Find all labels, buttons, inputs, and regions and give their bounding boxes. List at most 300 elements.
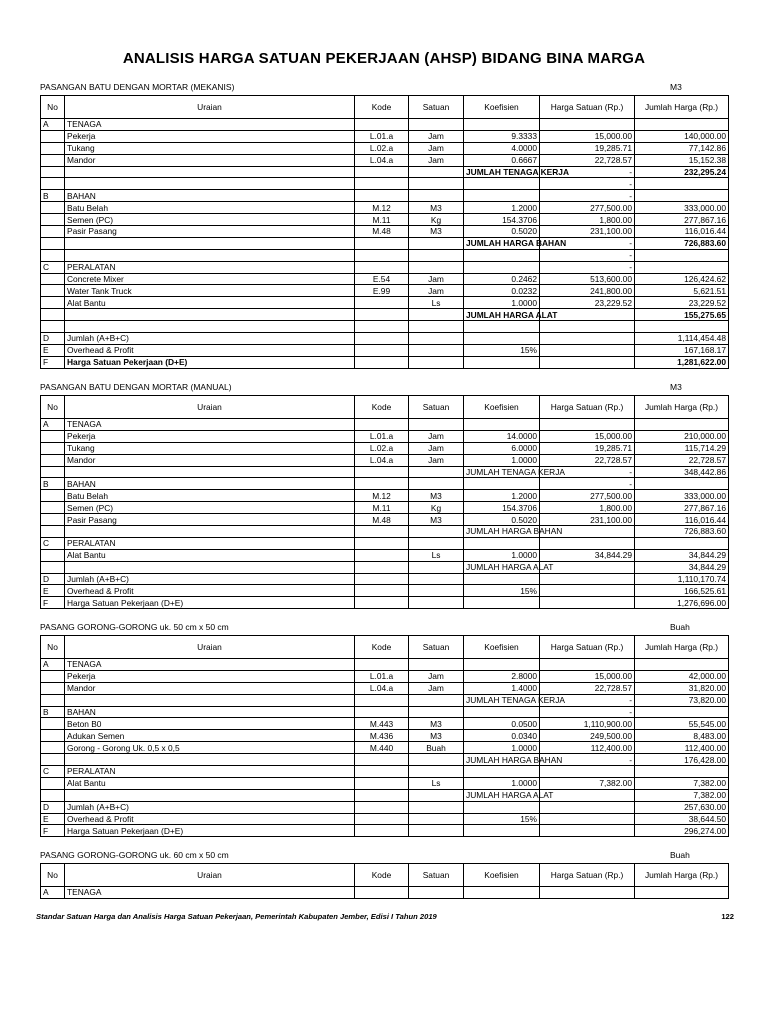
table-row xyxy=(41,321,729,333)
cell-harga-satuan: 231,100.00 xyxy=(540,226,635,238)
cell-koefisien: 15% xyxy=(464,585,540,597)
cell-harga-satuan xyxy=(540,537,635,549)
cell-no xyxy=(41,526,65,538)
cell-koefisien: 6.0000 xyxy=(464,442,540,454)
cell-uraian xyxy=(65,249,355,261)
cell-satuan xyxy=(409,166,464,178)
cell-kode: M.48 xyxy=(355,514,409,526)
cell-no xyxy=(41,694,65,706)
table-row xyxy=(41,285,729,297)
cell-koefisien: 0.5020 xyxy=(464,226,540,238)
cell-koefisien: 0.0500 xyxy=(464,718,540,730)
cell-uraian: Concrete Mixer xyxy=(65,273,355,285)
cell-satuan xyxy=(409,356,464,368)
cell-uraian: Jumlah (A+B+C) xyxy=(65,801,355,813)
table-row xyxy=(41,237,729,249)
section-unit: M3 xyxy=(670,82,682,92)
cell-koefisien xyxy=(464,573,540,585)
cell-no xyxy=(41,297,65,309)
cell-jumlah-harga: 726,883.60 xyxy=(635,237,729,249)
cell-uraian xyxy=(65,694,355,706)
cell-kode xyxy=(355,333,409,345)
table-row xyxy=(41,742,729,754)
header-jumlah: Jumlah Harga (Rp.) xyxy=(635,396,729,419)
table-row xyxy=(41,214,729,226)
cell-kode xyxy=(355,706,409,718)
cell-koefisien: JUMLAH HARGA ALAT xyxy=(464,561,540,573)
cell-satuan xyxy=(409,659,464,671)
cell-harga-satuan xyxy=(540,887,635,899)
cell-kode xyxy=(355,466,409,478)
cell-koefisien xyxy=(464,887,540,899)
cell-uraian: PERALATAN xyxy=(65,537,355,549)
cell-uraian: TENAGA xyxy=(65,419,355,431)
table-row xyxy=(41,333,729,345)
cell-satuan: Jam xyxy=(409,142,464,154)
cell-harga-satuan xyxy=(540,561,635,573)
cell-no xyxy=(41,730,65,742)
cell-jumlah-harga: 23,229.52 xyxy=(635,297,729,309)
cell-jumlah-harga: 34,844.29 xyxy=(635,561,729,573)
cell-koefisien xyxy=(464,597,540,609)
cell-harga-satuan: 1,800.00 xyxy=(540,502,635,514)
table-row xyxy=(41,825,729,837)
cell-no xyxy=(41,130,65,142)
cell-uraian xyxy=(65,178,355,190)
cell-uraian: Water Tank Truck xyxy=(65,285,355,297)
table-row xyxy=(41,190,729,202)
table-row xyxy=(41,154,729,166)
section-title: PASANGAN BATU DENGAN MORTAR (MEKANIS) xyxy=(40,82,235,92)
cell-koefisien: 9.3333 xyxy=(464,130,540,142)
cell-kode xyxy=(355,249,409,261)
table-header-row xyxy=(41,636,729,659)
cell-jumlah-harga: 167,168.17 xyxy=(635,344,729,356)
cell-harga-satuan: 15,000.00 xyxy=(540,670,635,682)
cell-kode: E.99 xyxy=(355,285,409,297)
cell-koefisien: 1.0000 xyxy=(464,454,540,466)
cell-koefisien: 4.0000 xyxy=(464,142,540,154)
table-row xyxy=(41,766,729,778)
cell-jumlah-harga: 166,525.61 xyxy=(635,585,729,597)
cell-koefisien: 1.0000 xyxy=(464,777,540,789)
header-jumlah: Jumlah Harga (Rp.) xyxy=(635,636,729,659)
cell-harga-satuan: 22,728.57 xyxy=(540,454,635,466)
cell-jumlah-harga: 55,545.00 xyxy=(635,718,729,730)
ahsp-table xyxy=(40,863,729,899)
cell-no: F xyxy=(41,597,65,609)
cell-no xyxy=(41,454,65,466)
cell-kode: L.01.a xyxy=(355,430,409,442)
cell-uraian: Jumlah (A+B+C) xyxy=(65,573,355,585)
cell-harga-satuan: - xyxy=(540,249,635,261)
cell-satuan xyxy=(409,813,464,825)
cell-satuan xyxy=(409,573,464,585)
cell-satuan xyxy=(409,237,464,249)
cell-no xyxy=(41,502,65,514)
cell-jumlah-harga: 277,867.16 xyxy=(635,214,729,226)
cell-jumlah-harga: 116,016.44 xyxy=(635,226,729,238)
cell-uraian: Mandor xyxy=(65,154,355,166)
cell-uraian: Alat Bantu xyxy=(65,549,355,561)
cell-kode: M.443 xyxy=(355,718,409,730)
cell-no: B xyxy=(41,706,65,718)
cell-koefisien: JUMLAH TENAGA KERJA xyxy=(464,166,540,178)
cell-jumlah-harga xyxy=(635,537,729,549)
cell-jumlah-harga: 232,295.24 xyxy=(635,166,729,178)
cell-uraian: Batu Belah xyxy=(65,490,355,502)
cell-kode xyxy=(355,190,409,202)
table-row xyxy=(41,261,729,273)
cell-kode xyxy=(355,777,409,789)
cell-no: F xyxy=(41,356,65,368)
cell-kode: L.04.a xyxy=(355,154,409,166)
cell-no xyxy=(41,166,65,178)
cell-satuan: M3 xyxy=(409,514,464,526)
cell-harga-satuan xyxy=(540,813,635,825)
cell-no xyxy=(41,154,65,166)
cell-kode xyxy=(355,261,409,273)
cell-jumlah-harga: 42,000.00 xyxy=(635,670,729,682)
cell-jumlah-harga: 296,274.00 xyxy=(635,825,729,837)
cell-koefisien: JUMLAH HARGA BAHAN xyxy=(464,526,540,538)
cell-uraian xyxy=(65,166,355,178)
table-header-row xyxy=(41,396,729,419)
cell-uraian xyxy=(65,466,355,478)
cell-kode xyxy=(355,526,409,538)
table-row xyxy=(41,789,729,801)
header-no: No xyxy=(41,396,65,419)
header-harga: Harga Satuan (Rp.) xyxy=(540,864,635,887)
cell-jumlah-harga: 38,644.50 xyxy=(635,813,729,825)
cell-jumlah-harga: 5,621.51 xyxy=(635,285,729,297)
table-row xyxy=(41,442,729,454)
table-row xyxy=(41,561,729,573)
table-row xyxy=(41,297,729,309)
cell-kode: L.01.a xyxy=(355,130,409,142)
cell-uraian: Adukan Semen xyxy=(65,730,355,742)
cell-harga-satuan xyxy=(540,825,635,837)
cell-uraian: Harga Satuan Pekerjaan (D+E) xyxy=(65,356,355,368)
cell-harga-satuan: 19,285.71 xyxy=(540,142,635,154)
cell-harga-satuan: - xyxy=(540,237,635,249)
cell-kode xyxy=(355,549,409,561)
header-kode: Kode xyxy=(355,864,409,887)
cell-no: C xyxy=(41,537,65,549)
header-kode: Kode xyxy=(355,396,409,419)
cell-koefisien: JUMLAH HARGA ALAT xyxy=(464,789,540,801)
cell-koefisien: JUMLAH HARGA BAHAN xyxy=(464,754,540,766)
header-satuan: Satuan xyxy=(409,96,464,119)
cell-jumlah-harga xyxy=(635,261,729,273)
cell-uraian: BAHAN xyxy=(65,706,355,718)
cell-no xyxy=(41,430,65,442)
cell-no xyxy=(41,742,65,754)
cell-uraian: PERALATAN xyxy=(65,766,355,778)
table-row xyxy=(41,718,729,730)
cell-uraian xyxy=(65,526,355,538)
cell-kode: M.48 xyxy=(355,226,409,238)
cell-harga-satuan xyxy=(540,766,635,778)
cell-no xyxy=(41,285,65,297)
cell-harga-satuan xyxy=(540,321,635,333)
header-kode: Kode xyxy=(355,96,409,119)
cell-koefisien: 14.0000 xyxy=(464,430,540,442)
cell-uraian: Pasir Pasang xyxy=(65,226,355,238)
cell-harga-satuan: - xyxy=(540,178,635,190)
table-row xyxy=(41,573,729,585)
cell-koefisien: 1.2000 xyxy=(464,202,540,214)
cell-uraian: Pekerja xyxy=(65,130,355,142)
header-harga: Harga Satuan (Rp.) xyxy=(540,396,635,419)
cell-no xyxy=(41,178,65,190)
header-uraian: Uraian xyxy=(65,636,355,659)
cell-satuan xyxy=(409,585,464,597)
cell-harga-satuan: - xyxy=(540,166,635,178)
cell-harga-satuan: 7,382.00 xyxy=(540,777,635,789)
cell-kode: L.01.a xyxy=(355,670,409,682)
section-header xyxy=(40,382,728,395)
cell-jumlah-harga: 7,382.00 xyxy=(635,789,729,801)
page-number: 122 xyxy=(721,912,734,921)
cell-uraian: Pasir Pasang xyxy=(65,514,355,526)
cell-harga-satuan: 277,500.00 xyxy=(540,202,635,214)
cell-kode: M.12 xyxy=(355,202,409,214)
cell-jumlah-harga: 15,152.38 xyxy=(635,154,729,166)
cell-uraian xyxy=(65,237,355,249)
section-unit: M3 xyxy=(670,382,682,392)
table-row xyxy=(41,309,729,321)
cell-jumlah-harga: 31,820.00 xyxy=(635,682,729,694)
cell-koefisien xyxy=(464,261,540,273)
cell-satuan: M3 xyxy=(409,490,464,502)
cell-jumlah-harga: 77,142.86 xyxy=(635,142,729,154)
table-row xyxy=(41,754,729,766)
cell-satuan: Kg xyxy=(409,502,464,514)
cell-kode: M.436 xyxy=(355,730,409,742)
header-jumlah: Jumlah Harga (Rp.) xyxy=(635,96,729,119)
cell-no xyxy=(41,682,65,694)
cell-koefisien: 15% xyxy=(464,813,540,825)
cell-jumlah-harga: 726,883.60 xyxy=(635,526,729,538)
table-row xyxy=(41,659,729,671)
cell-kode xyxy=(355,887,409,899)
cell-no xyxy=(41,273,65,285)
cell-koefisien xyxy=(464,190,540,202)
table-row xyxy=(41,344,729,356)
cell-harga-satuan: - xyxy=(540,190,635,202)
table-row xyxy=(41,887,729,899)
cell-satuan xyxy=(409,537,464,549)
header-koefisien: Koefisien xyxy=(464,396,540,419)
cell-uraian xyxy=(65,321,355,333)
section-unit: Buah xyxy=(670,850,690,860)
cell-no: D xyxy=(41,333,65,345)
header-koefisien: Koefisien xyxy=(464,96,540,119)
cell-uraian: Beton B0 xyxy=(65,718,355,730)
cell-no: A xyxy=(41,419,65,431)
cell-jumlah-harga: 257,630.00 xyxy=(635,801,729,813)
table-row xyxy=(41,226,729,238)
cell-satuan: Jam xyxy=(409,430,464,442)
cell-no xyxy=(41,490,65,502)
cell-satuan: M3 xyxy=(409,730,464,742)
cell-koefisien: 1.0000 xyxy=(464,742,540,754)
cell-kode xyxy=(355,297,409,309)
cell-koefisien xyxy=(464,249,540,261)
cell-kode: M.440 xyxy=(355,742,409,754)
cell-harga-satuan: - xyxy=(540,754,635,766)
cell-kode xyxy=(355,766,409,778)
cell-kode xyxy=(355,237,409,249)
table-row xyxy=(41,130,729,142)
cell-satuan xyxy=(409,789,464,801)
cell-koefisien xyxy=(464,478,540,490)
cell-uraian: Pekerja xyxy=(65,670,355,682)
cell-uraian: Jumlah (A+B+C) xyxy=(65,333,355,345)
cell-harga-satuan: 1,800.00 xyxy=(540,214,635,226)
cell-harga-satuan xyxy=(540,597,635,609)
header-satuan: Satuan xyxy=(409,864,464,887)
table-row xyxy=(41,430,729,442)
table-row xyxy=(41,273,729,285)
cell-kode xyxy=(355,561,409,573)
cell-no xyxy=(41,309,65,321)
cell-uraian: Tukang xyxy=(65,442,355,454)
cell-kode xyxy=(355,801,409,813)
cell-satuan xyxy=(409,526,464,538)
cell-jumlah-harga: 155,275.65 xyxy=(635,309,729,321)
cell-uraian: Alat Bantu xyxy=(65,777,355,789)
cell-no: A xyxy=(41,119,65,131)
cell-satuan: Ls xyxy=(409,297,464,309)
header-uraian: Uraian xyxy=(65,396,355,419)
table-row xyxy=(41,585,729,597)
cell-satuan xyxy=(409,887,464,899)
cell-harga-satuan: 249,500.00 xyxy=(540,730,635,742)
cell-uraian: Mandor xyxy=(65,682,355,694)
cell-koefisien: 154.3706 xyxy=(464,214,540,226)
header-koefisien: Koefisien xyxy=(464,864,540,887)
cell-kode xyxy=(355,597,409,609)
cell-koefisien xyxy=(464,419,540,431)
cell-jumlah-harga: 176,428.00 xyxy=(635,754,729,766)
table-row xyxy=(41,514,729,526)
cell-no xyxy=(41,549,65,561)
cell-koefisien: 154.3706 xyxy=(464,502,540,514)
cell-koefisien xyxy=(464,178,540,190)
cell-satuan xyxy=(409,478,464,490)
cell-satuan xyxy=(409,309,464,321)
section-gorong-50x50 xyxy=(40,622,728,837)
cell-kode xyxy=(355,694,409,706)
cell-uraian xyxy=(65,561,355,573)
header-no: No xyxy=(41,96,65,119)
cell-kode: M.11 xyxy=(355,502,409,514)
cell-koefisien: 0.6667 xyxy=(464,154,540,166)
cell-satuan xyxy=(409,694,464,706)
table-row xyxy=(41,178,729,190)
ahsp-table xyxy=(40,95,729,369)
cell-jumlah-harga: 1,276,696.00 xyxy=(635,597,729,609)
ahsp-table xyxy=(40,395,729,609)
cell-jumlah-harga: 210,000.00 xyxy=(635,430,729,442)
header-satuan: Satuan xyxy=(409,396,464,419)
table-row xyxy=(41,801,729,813)
table-row xyxy=(41,419,729,431)
cell-uraian: Harga Satuan Pekerjaan (D+E) xyxy=(65,825,355,837)
header-kode: Kode xyxy=(355,636,409,659)
cell-uraian: Overhead & Profit xyxy=(65,813,355,825)
cell-koefisien: JUMLAH TENAGA KERJA xyxy=(464,466,540,478)
cell-harga-satuan: 15,000.00 xyxy=(540,130,635,142)
cell-no xyxy=(41,670,65,682)
table-row xyxy=(41,537,729,549)
cell-kode: M.12 xyxy=(355,490,409,502)
cell-uraian xyxy=(65,754,355,766)
cell-harga-satuan xyxy=(540,356,635,368)
cell-uraian: Semen (PC) xyxy=(65,214,355,226)
cell-satuan: Ls xyxy=(409,549,464,561)
page-title: ANALISIS HARGA SATUAN PEKERJAAN (AHSP) BIDANG BINA MARGA xyxy=(122,50,646,67)
section-gorong-60x50 xyxy=(40,850,728,899)
cell-no xyxy=(41,214,65,226)
cell-satuan xyxy=(409,766,464,778)
cell-koefisien: JUMLAH HARGA BAHAN xyxy=(464,237,540,249)
cell-no: C xyxy=(41,766,65,778)
cell-satuan xyxy=(409,261,464,273)
cell-harga-satuan xyxy=(540,419,635,431)
cell-satuan xyxy=(409,344,464,356)
cell-koefisien: 1.2000 xyxy=(464,490,540,502)
table-row xyxy=(41,597,729,609)
table-row xyxy=(41,706,729,718)
cell-jumlah-harga xyxy=(635,119,729,131)
cell-uraian: Semen (PC) xyxy=(65,502,355,514)
section-title: PASANG GORONG-GORONG uk. 60 cm x 50 cm xyxy=(40,850,229,860)
cell-kode xyxy=(355,573,409,585)
section-mortar-manual xyxy=(40,382,728,609)
cell-koefisien: 0.5020 xyxy=(464,514,540,526)
cell-satuan xyxy=(409,597,464,609)
cell-satuan: Jam xyxy=(409,454,464,466)
section-title: PASANGAN BATU DENGAN MORTAR (MANUAL) xyxy=(40,382,232,392)
cell-koefisien: 1.4000 xyxy=(464,682,540,694)
cell-koefisien xyxy=(464,766,540,778)
cell-harga-satuan: 34,844.29 xyxy=(540,549,635,561)
cell-no xyxy=(41,321,65,333)
cell-harga-satuan xyxy=(540,789,635,801)
cell-kode xyxy=(355,119,409,131)
cell-satuan: Jam xyxy=(409,442,464,454)
cell-jumlah-harga: 112,400.00 xyxy=(635,742,729,754)
cell-kode: L.04.a xyxy=(355,682,409,694)
cell-satuan xyxy=(409,249,464,261)
cell-kode xyxy=(355,813,409,825)
cell-kode: L.02.a xyxy=(355,142,409,154)
cell-koefisien xyxy=(464,801,540,813)
cell-koefisien: JUMLAH HARGA ALAT xyxy=(464,309,540,321)
cell-uraian: Alat Bantu xyxy=(65,297,355,309)
header-no: No xyxy=(41,636,65,659)
cell-koefisien xyxy=(464,321,540,333)
cell-uraian: Batu Belah xyxy=(65,202,355,214)
cell-harga-satuan: - xyxy=(540,261,635,273)
cell-satuan xyxy=(409,178,464,190)
cell-jumlah-harga xyxy=(635,766,729,778)
cell-no: B xyxy=(41,190,65,202)
cell-harga-satuan xyxy=(540,344,635,356)
